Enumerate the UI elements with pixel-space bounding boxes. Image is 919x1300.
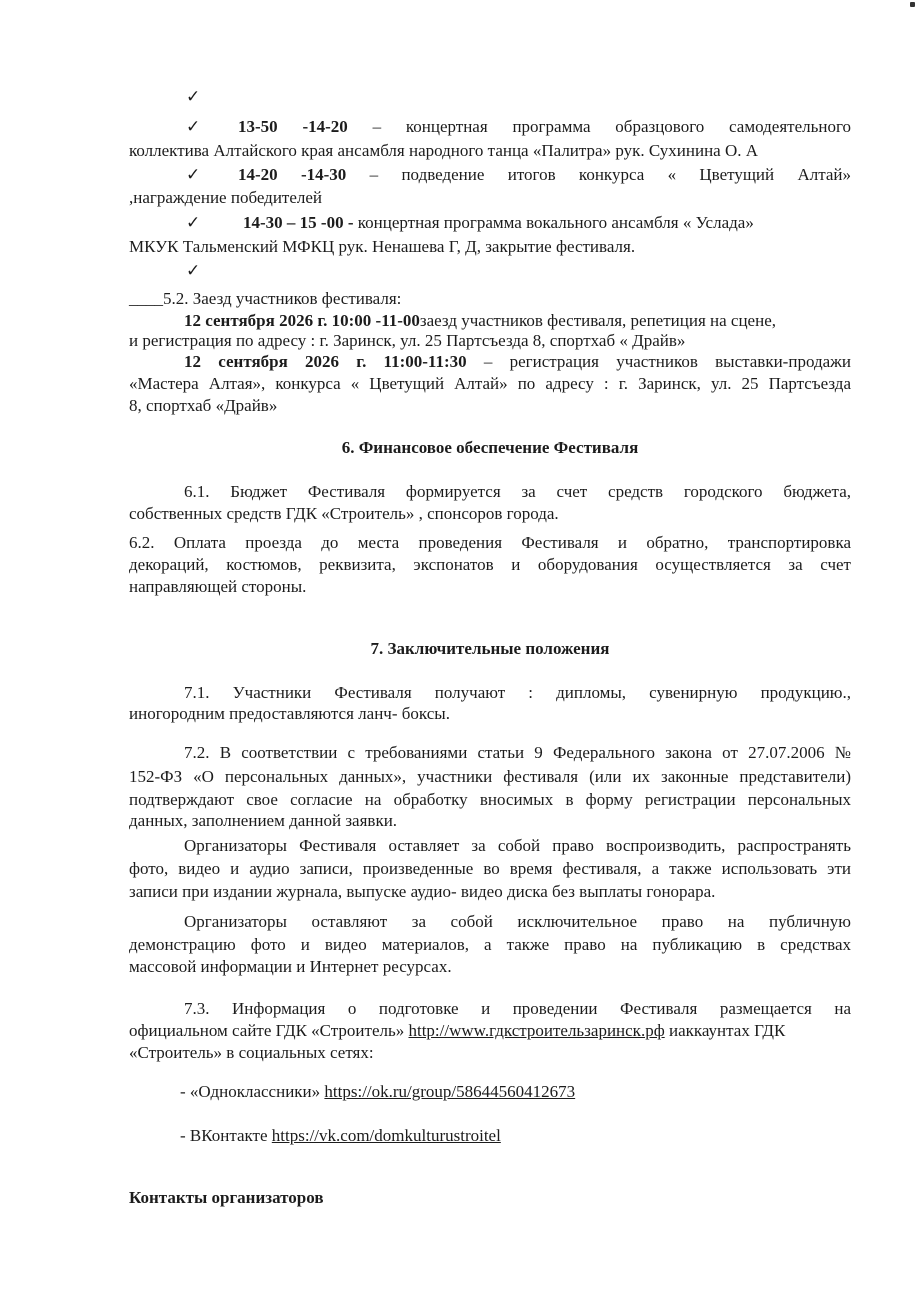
arrival-entry-2-line-2: «Мастера Алтая», конкурса « Цветущий Алтай» по адресу : г. Заринск, ул. 25 Партсъезда	[129, 374, 851, 393]
section-7-p2-line-1: 7.2. В соответствии с требованиями статьи 9 Федерального закона от 27.07.2006 №	[184, 743, 851, 762]
section-7-p3-line-2: фото, видео и аудио записи, произведенные во время фестиваля, а также использовать эти	[129, 859, 851, 878]
section-7-p5-line-2: официальном сайте ГДК «Строитель» http://www.гдкстроительзаринск.рф иаккаунтах ГДК	[129, 1021, 786, 1040]
section-7-p2-line-2: 152-ФЗ «О персональных данных», участники фестиваля (или их законные представители)	[129, 767, 851, 786]
schedule-item-1-time: 13-50 -14-20	[238, 117, 348, 136]
festival-website-link[interactable]: http://www.гдкстроительзаринск.рф	[408, 1021, 665, 1040]
section-7-p2-line-4: данных, заполнением данной заявки.	[129, 811, 398, 830]
section-6-p2-line-3: направляющей стороны.	[129, 577, 307, 596]
vkontakte-line: - ВКонтакте https://vk.com/domkulturustroitel	[180, 1126, 501, 1145]
section-7-p5-line-1: 7.3. Информация о подготовке и проведении Фестиваля размещается на	[184, 999, 851, 1018]
section-7-p1-line-1: 7.1. Участники Фестиваля получают : дипломы, сувенирную продукцию.,	[184, 683, 851, 702]
arrival-heading: ____5.2. Заезд участников фестиваля:	[129, 289, 402, 308]
contacts-heading: Контакты организаторов	[129, 1188, 324, 1207]
section-7-p4-line-2: демонстрацию фото и видео материалов, а также право на публикацию в средствах	[129, 935, 851, 954]
odnoklassniki-line: - «Одноклассники» https://ok.ru/group/58644560412673	[180, 1082, 576, 1101]
arrival-entry-2-line-3: 8, спортхаб «Драйв»	[129, 396, 278, 415]
section-7-title: 7. Заключительные положения	[370, 639, 610, 658]
schedule-item-3-line-2: МКУК Тальменский МФКЦ рук. Ненашева Г, Д, закрытие фестиваля.	[129, 237, 636, 256]
section-6-title: 6. Финансовое обеспечение Фестиваля	[341, 438, 639, 457]
section-7-p2-line-3: подтверждают свое согласие на обработку вносимых в форму регистрации персональных	[129, 790, 851, 809]
section-6-p1-line-2: собственных средств ГДК «Строитель» , спонсоров города.	[129, 504, 559, 523]
arrival-entry-2-date: 12 сентября 2026 г. 11:00-11:30	[184, 352, 467, 371]
check-mark-icon: ✓	[186, 87, 201, 106]
schedule-item-1-line-1: 13-50 -14-20 – концертная программа образцового самодеятельного	[238, 117, 851, 136]
schedule-item-2-line-2: ,награждение победителей	[129, 188, 323, 207]
check-mark-icon: ✓	[186, 213, 201, 232]
section-7-p1-line-2: иногородним предоставляются ланч- боксы.	[129, 704, 450, 723]
vkontakte-link[interactable]: https://vk.com/domkulturustroitel	[271, 1126, 501, 1145]
schedule-item-2-time: 14-20 -14-30	[238, 165, 347, 184]
arrival-entry-2-line-1: 12 сентября 2026 г. 11:00-11:30 – регистрация участников выставки-продажи	[184, 352, 851, 371]
check-mark-icon: ✓	[186, 261, 201, 280]
schedule-item-2-line-1: 14-20 -14-30 – подведение итогов конкурса « Цветущий Алтай»	[238, 165, 851, 184]
section-7-p4-line-1: Организаторы оставляют за собой исключительное право на публичную	[184, 912, 851, 931]
section-7-p4-line-3: массовой информации и Интернет ресурсах.	[129, 957, 452, 976]
check-mark-icon: ✓	[186, 165, 201, 184]
section-7-p3-line-3: записи при издании журнала, выпуске аудио- видео диска без выплаты гонорара.	[129, 882, 716, 901]
odnoklassniki-link[interactable]: https://ok.ru/group/58644560412673	[324, 1082, 576, 1101]
schedule-item-3-line-1: 14-30 – 15 -00 - концертная программа вокального ансамбля « Услада»	[243, 213, 754, 232]
section-7-p5-line-3: «Строитель» в социальных сетях:	[129, 1043, 374, 1062]
section-6-p1-line-1: 6.1. Бюджет Фестиваля формируется за счет средств городского бюджета,	[184, 482, 851, 501]
section-6-p2-line-2: декораций, костюмов, реквизита, экспонатов и оборудования осуществляется за счет	[129, 555, 851, 574]
section-7-p3-line-1: Организаторы Фестиваля оставляет за собой право воспроизводить, распространять	[184, 836, 851, 855]
section-6-p2-line-1: 6.2. Оплата проезда до места проведения Фестиваля и обратно, транспортировка	[129, 533, 851, 552]
schedule-item-1-line-2: коллектива Алтайского края ансамбля народного танца «Палитра» рук. Сухинина О. А	[129, 141, 759, 160]
schedule-item-3-time: 14-30 – 15 -00 -	[243, 213, 354, 232]
scan-mark	[910, 2, 915, 7]
arrival-entry-1-line-2: и регистрация по адресу : г. Заринск, ул. 25 Партсъезда 8, спортхаб « Драйв»	[129, 331, 686, 350]
arrival-entry-1-date: 12 сентября 2026 г. 10:00 -11-00	[184, 311, 420, 330]
arrival-entry-1-line-1: 12 сентября 2026 г. 10:00 -11-00заезд участников фестиваля, репетиция на сцене,	[184, 311, 776, 330]
check-mark-icon: ✓	[186, 117, 201, 136]
